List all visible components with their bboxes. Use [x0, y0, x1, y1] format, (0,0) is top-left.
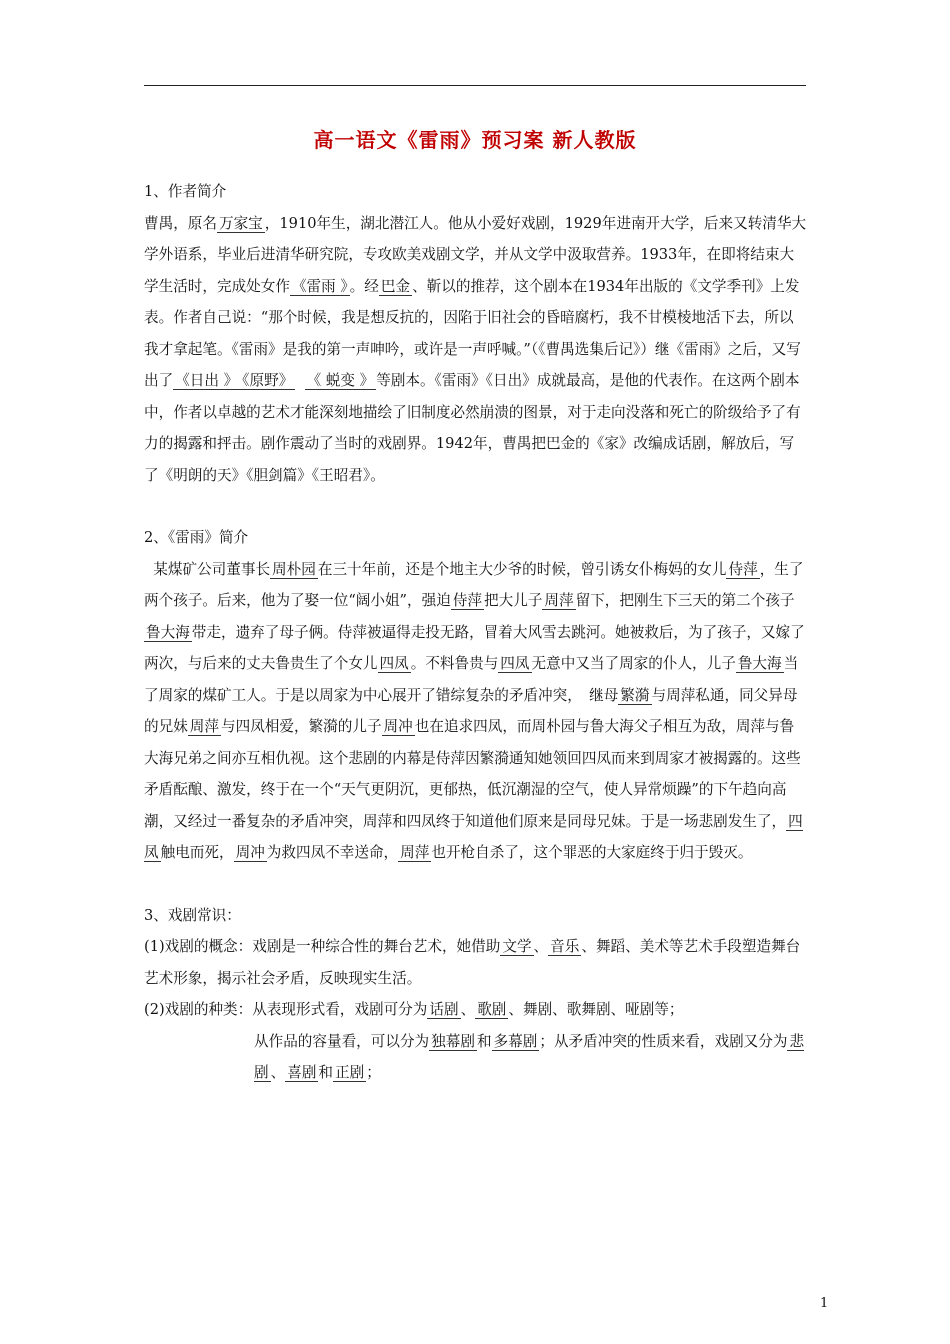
fill-blank: 音乐: [550, 938, 580, 955]
fill-blank: 话剧: [429, 1001, 459, 1018]
text: 也开枪自杀了，这个罪恶的大家庭终于归于毁灭。: [431, 844, 753, 861]
text: ；: [366, 1064, 381, 1081]
text: 等剧本。《雷雨》《日出》成就最高，是他的代表作。在这两个剧本中，作者以卓越的艺术才能深刻地描绘了旧制度必然崩溃的图景，对于走向没落和死亡的阶级给予了有力的揭露和抨击。剧作震动了当时的戏剧界。1942年，曹禺把巴金的《家》改编成话剧，解放后，写了《明朗的天》《胆剑篇》《王昭君》。: [144, 372, 801, 484]
play-paragraph: [144, 554, 808, 869]
text: 带走，遗弃了母子俩。侍萍被逼得走投无路，冒着大风雪去跳河。她被救后，为了孩子，又嫁了两次，与后来的丈夫鲁贵生了个女儿: [144, 623, 805, 672]
text: 、靳以的推荐，这个剧本在1934年出版的《文学季刊》上发表。作者自己说：“那个时候，我是想反抗的，因陷于旧社会的昏暗腐朽，我不甘模棱地活下去，所以我才拿起笔。《雷雨》是我的第一声呻吟，或许是一声呼喊。”（《曹禺选集后记》）继《雷雨》之后，又写出了: [144, 277, 801, 389]
text: 触电而死，: [160, 844, 234, 861]
fill-blank: 《原野》: [242, 372, 294, 389]
fill-blank: 四凤: [144, 812, 803, 861]
text: (2)戏剧的种类：从表现形式看，戏剧可分为: [144, 1001, 428, 1018]
fill-blank: 鲁大海: [146, 623, 190, 641]
author-paragraph: [144, 208, 808, 492]
section-heading-drama: 3、戏剧常识：: [144, 906, 241, 924]
text: 、舞剧、歌舞剧、哑剧等；: [508, 1001, 684, 1018]
text: 和: [318, 1064, 334, 1081]
text: 无意中又当了周家的仆人，儿子: [531, 655, 736, 672]
text: 、: [460, 1001, 476, 1018]
text: 从作品的容量看，可以分为: [254, 1032, 430, 1050]
fill-blank: 四凤: [500, 655, 530, 672]
text: 当了周家的煤矿工人。于是以周家为中心展开了错综复杂的矛盾冲突， 继母: [144, 655, 799, 704]
text: 曹禺，原名: [144, 214, 217, 232]
text: 把大儿子: [484, 592, 543, 609]
text: 、: [533, 938, 549, 955]
section-heading-play: 2、《雷雨》简介: [144, 529, 249, 546]
section-heading-author: 1、作者简介: [144, 183, 227, 200]
fill-blank: 《 蜕变 》: [306, 372, 375, 389]
drama-types: [144, 994, 808, 1026]
fill-blank: 喜剧: [287, 1064, 317, 1081]
fill-blank: 多幕剧: [493, 1032, 538, 1050]
document-body: [144, 176, 808, 1089]
text: 为救四凤不幸送命，: [266, 844, 399, 861]
page-number: 1: [820, 1296, 829, 1311]
fill-blank: 周冲: [383, 718, 413, 735]
fill-blank: 悲剧: [254, 1032, 805, 1081]
text: 留下，把刚生下三天的第二个孩子: [575, 592, 795, 609]
text: (1)戏剧的概念：戏剧是一种综合性的舞台艺术，她借助: [144, 938, 501, 955]
text: 也在追求四凤，而周朴园与鲁大海父子相互为敌，周萍与鲁大海兄弟之间亦互相仇视。这个悲剧的内幕是侍萍因繁漪通知她领回四凤而来到周家才被揭露的。这些矛盾酝酿、激发，终于在一个“天气更阴沉，更郁热，低沉潮湿的空气，使人异常烦躁”的下午趋向高潮，又经过一番复杂的矛盾冲突，周萍和四凤终于知道他们原来是同母兄妹。于是一场悲剧发生了，: [144, 718, 801, 830]
text: 。经: [349, 277, 379, 295]
fill-blank: 万家宝: [218, 214, 263, 232]
fill-blank: 巴金: [380, 277, 411, 295]
text: 。不料鲁贵与: [410, 655, 499, 672]
document-title: 高一语文《雷雨》预习案 新人教版: [313, 128, 637, 152]
text: ，生了两个孩子。后来，他为了娶一位“阔小姐”，强迫: [144, 560, 804, 609]
fill-blank: 周萍: [400, 844, 430, 861]
header-rule: [144, 85, 806, 86]
fill-blank: 正剧: [335, 1064, 365, 1081]
drama-capacity: [144, 1026, 808, 1089]
fill-blank: 文学: [502, 938, 532, 955]
fill-blank: 四凤: [379, 655, 409, 672]
text: 、: [270, 1064, 286, 1081]
text: ，1910年生，湖北潜江人。他从小爱好戏剧，1929年进南开大学，后来又转清华大学外语系，毕业后进清华研究院，专攻欧美戏剧文学，并从文学中汲取营养。1933年，在即将结束大学生活时，完成处女作: [144, 214, 807, 295]
fill-blank: 独幕剧: [431, 1032, 475, 1050]
fill-blank: 鲁大海: [737, 655, 782, 672]
text: 在三十年前，还是个地主大少爷的时候，曾引诱女仆梅妈的女儿: [317, 560, 727, 578]
text: 、舞蹈、美术等艺术手段塑造舞台艺术形象，揭示社会矛盾，反映现实生活。: [144, 938, 801, 987]
text: 某煤矿公司董事长: [153, 560, 271, 578]
fill-blank: 侍萍: [728, 560, 758, 578]
fill-blank: 《日出 》: [175, 372, 239, 389]
text: 与四凤相爱，繁漪的儿子: [221, 718, 382, 735]
text: 和: [476, 1032, 492, 1050]
text: 与周萍私通，同父异母的兄妹: [144, 686, 798, 735]
fill-blank: 歌剧: [477, 1001, 507, 1018]
fill-blank: 周萍: [189, 718, 219, 735]
fill-blank: 周萍: [544, 592, 574, 609]
fill-blank: 周冲: [235, 844, 265, 861]
fill-blank: 侍萍: [452, 592, 483, 609]
fill-blank: 繁漪: [620, 686, 650, 704]
text: ；从矛盾冲突的性质来看，戏剧又分为: [539, 1032, 788, 1050]
fill-blank: 《雷雨 》: [291, 277, 348, 295]
drama-concept: [144, 931, 808, 994]
fill-blank: 周朴园: [272, 560, 316, 578]
